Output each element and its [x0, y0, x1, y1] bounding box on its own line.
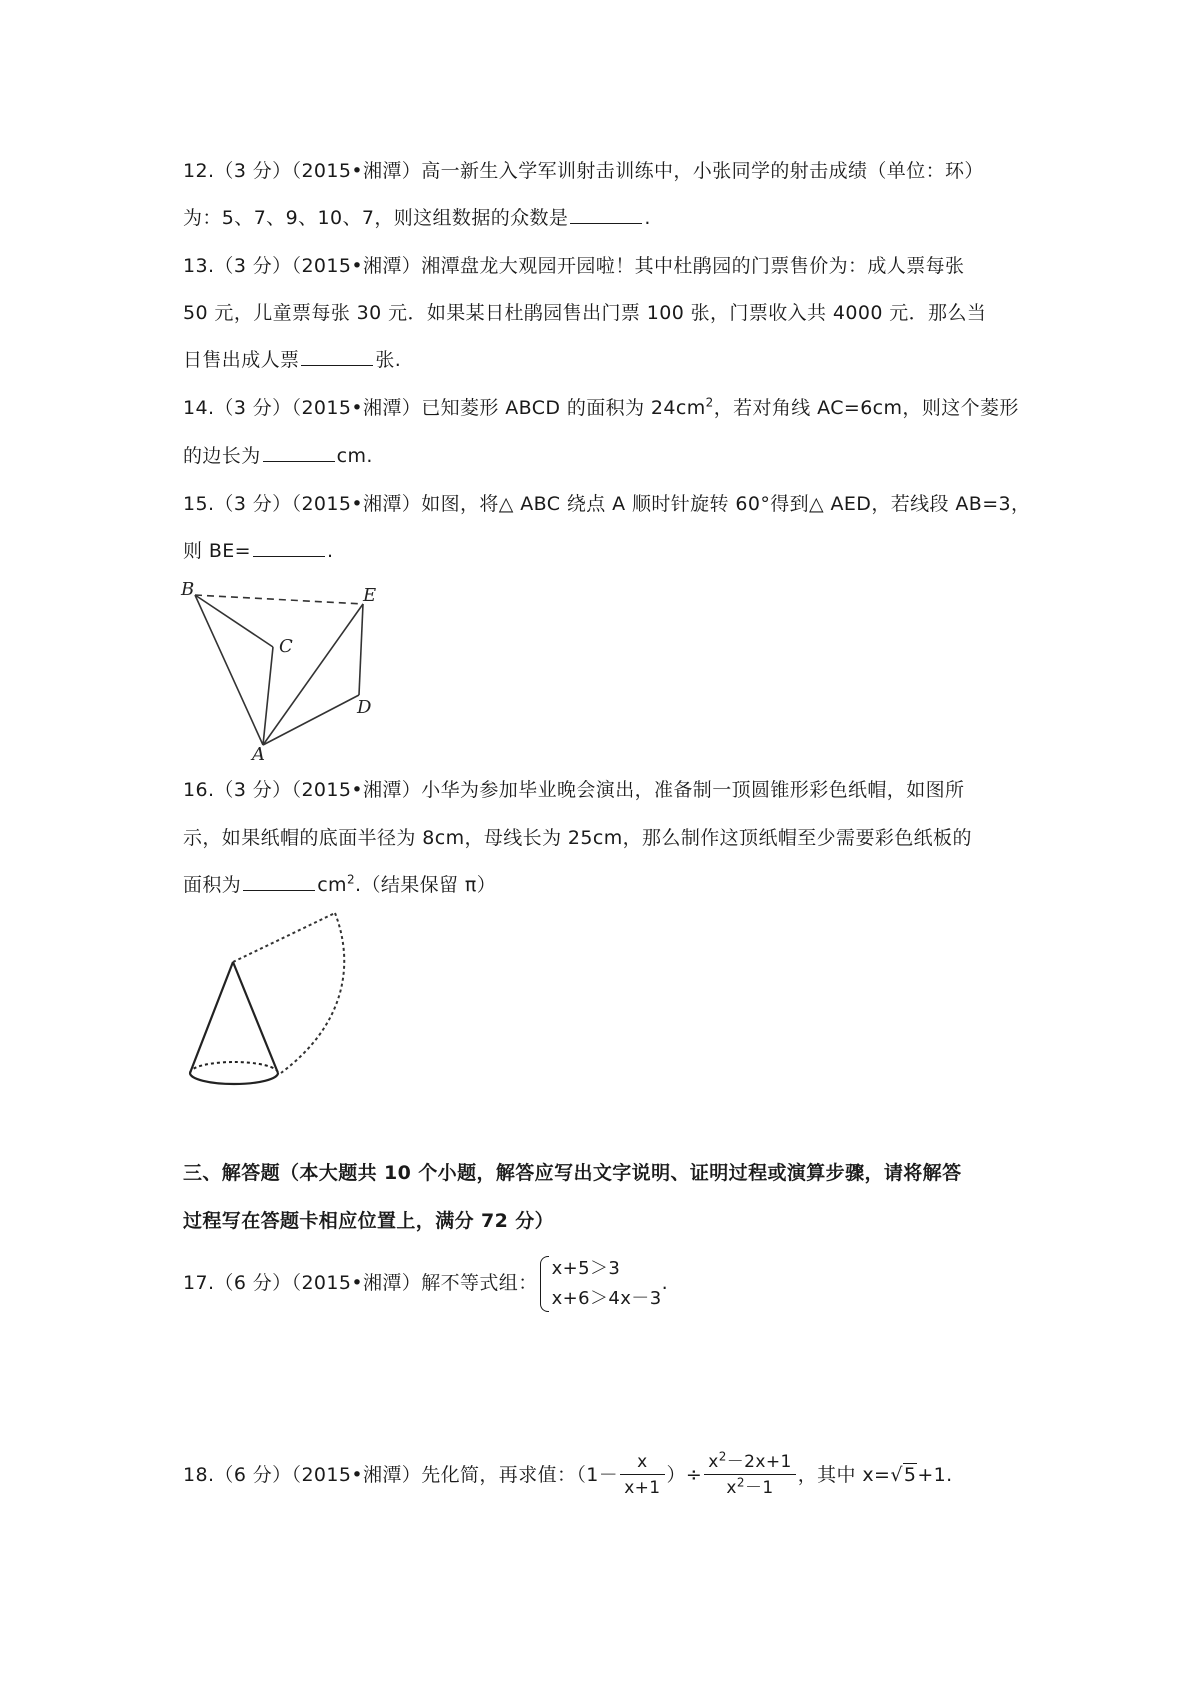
q14-line2: [183, 443, 373, 469]
q16-superscript: 2: [346, 872, 356, 887]
segment-da: [263, 695, 359, 745]
cone-right-edge: [233, 962, 278, 1073]
inequality-system: [538, 1254, 662, 1314]
q15-line2-end: .: [327, 540, 334, 562]
cone-figure: [175, 905, 375, 1095]
answer-blank: [253, 538, 325, 557]
fraction2-numerator: $x^2-2x+1$: [704, 1450, 795, 1475]
q13-line1: 13.（3 分）（2015•湘潭）湘潭盘龙大观园开园啦！其中杜鹃园的门票售价为：成人票每张: [183, 255, 965, 277]
cone-base-front: [190, 1073, 278, 1084]
q18-end: +1.: [917, 1464, 953, 1486]
cone-base-back: [190, 1062, 278, 1073]
cone-left-edge: [190, 962, 233, 1073]
q17-text: 17.（6 分）（2015•湘潭）解不等式组：: [183, 1272, 538, 1294]
segment-ca: [263, 647, 273, 745]
inequality-1: x+5＞3: [551, 1257, 621, 1279]
fraction-quadratic: [704, 1450, 795, 1501]
q16-line1: 16.（3 分）（2015•湘潭）小华为参加毕业晚会演出，准备制一顶圆锥形彩色纸帽，如图所: [183, 779, 965, 801]
segment-be: [195, 595, 363, 604]
q14-superscript: 2: [705, 395, 714, 410]
q15-line1: 15.（3 分）（2015•湘潭）如图，将△ ABC 绕点 A 顺时针旋转 60°得到△ AED，若线段 AB=3，: [183, 493, 1031, 515]
answer-blank: [570, 205, 642, 224]
section3-heading-line2: 过程写在答题卡相应位置上，满分 72 分）: [183, 1210, 555, 1232]
label-d: D: [357, 697, 372, 718]
q12-line1: 12.（3 分）（2015•湘潭）高一新生入学军训射击训练中，小张同学的射击成绩（单位：环）: [183, 160, 984, 182]
q16-line2: 示，如果纸帽的底面半径为 8cm，母线长为 25cm，那么制作这顶纸帽至少需要彩色纸板的: [183, 827, 972, 849]
q12-line2-end: .: [644, 207, 651, 229]
q13-line3: [183, 347, 401, 373]
q14-line1-text: 14.（3 分）（2015•湘潭）已知菱形 ABCD 的面积为 24cm: [183, 397, 706, 419]
q18-line: [183, 1445, 953, 1505]
label-b: B: [181, 579, 195, 600]
q16-line3-end: .（结果保留 π）: [355, 874, 497, 896]
label-c: C: [279, 636, 293, 657]
q13-line3-end: 张.: [375, 349, 402, 371]
unrolled-sector-edge: [233, 913, 335, 962]
answer-blank: [301, 347, 373, 366]
fraction-x-over-x-plus-1: [620, 1450, 664, 1501]
q13-line3-text: 日售出成人票: [183, 349, 300, 371]
q18-condition: ，其中 x=: [797, 1464, 891, 1486]
q14-line2-text: 的边长为: [183, 445, 261, 467]
q16-line3-text: 面积为: [183, 874, 242, 896]
q16-line3: [183, 872, 496, 898]
answer-blank: [243, 872, 315, 891]
q13-line2: 50 元，儿童票每张 30 元．如果某日杜鹃园售出门票 100 张，门票收入共 4000 元．那么当: [183, 302, 987, 324]
sqrt-symbol: √: [890, 1464, 903, 1486]
inequality-2: x+6＞4x－3: [551, 1287, 662, 1309]
label-e: E: [363, 585, 377, 606]
q14-line1-rest: ，若对角线 AC=6cm，则这个菱形: [713, 397, 1019, 419]
fraction1-numerator: x: [620, 1450, 664, 1475]
q16-line3-unit: cm: [317, 874, 347, 896]
q14-line2-end: cm.: [336, 445, 373, 467]
q15-line2-text: 则 BE=: [183, 540, 251, 562]
q15-line2: [183, 538, 333, 564]
segment-ae: [263, 604, 363, 745]
q18-divide: ）÷: [666, 1464, 703, 1486]
q17-line: [183, 1253, 668, 1314]
q12-line2: [183, 205, 651, 231]
q14-line1: [183, 395, 1019, 421]
fraction2-denominator: $x^2-1$: [726, 1475, 774, 1498]
unrolled-sector-arc: [281, 913, 344, 1073]
q12-line2-text: 为：5、7、9、10、7，则这组数据的众数是: [183, 207, 569, 229]
q17-end: .: [661, 1272, 669, 1294]
section3-heading-line1: 三、解答题（本大题共 10 个小题，解答应写出文字说明、证明过程或演算步骤，请将解答: [183, 1162, 962, 1184]
segment-ed: [359, 604, 363, 695]
q18-text: 18.（6 分）（2015•湘潭）先化简，再求值：（1－: [183, 1464, 619, 1486]
rotation-figure: [175, 575, 395, 760]
label-a: A: [252, 744, 265, 760]
answer-blank: [263, 443, 335, 462]
sqrt-radicand: 5: [903, 1464, 917, 1486]
fraction1-denominator: x+1: [624, 1478, 661, 1498]
